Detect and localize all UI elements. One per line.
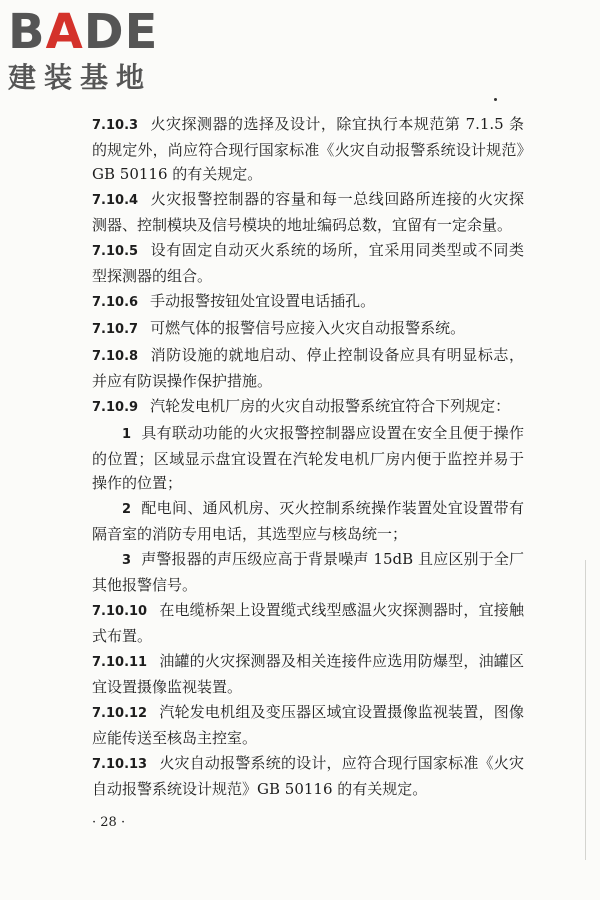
clause-7-10-3: 7.10.3 火灾探测器的选择及设计，除宜执行本规范第 7.1.5 条的规定外，尚应符合现行国家标准《火灾自动报警系统设计规范》GB 50116 的有关规定。 — [92, 115, 524, 183]
scan-edge-line — [585, 560, 586, 860]
clause-7-10-11: 7.10.11 油罐的火灾探测器及相关连接件应选用防爆型，油罐区宜设置摄像监视装置。 — [92, 652, 524, 696]
clause-7-10-9: 7.10.9 汽轮发电机厂房的火灾自动报警系统宜符合下列规定： — [92, 397, 511, 415]
subitem-2: 2 配电间、通风机房、灭火控制系统操作装置处宜设置带有隔音室的消防专用电话，其选型应与核岛统一； — [92, 499, 524, 543]
clause-7-10-8: 7.10.8 消防设施的就地启动、停止控制设备应具有明显标志，并应有防误操作保护措施。 — [92, 346, 524, 390]
logo-letter-a: A — [45, 4, 84, 60]
page-number: · 28 · — [92, 815, 126, 830]
clause-7-10-5: 7.10.5 设有固定自动灭火系统的场所，宜采用同类型或不同类型探测器的组合。 — [92, 241, 524, 285]
subitem-3: 3 声警报器的声压级应高于背景噪声 15dB 且应区别于全厂其他报警信号。 — [92, 550, 524, 594]
brand-logo — [8, 4, 178, 98]
clause-7-10-7: 7.10.7 可燃气体的报警信号应接入火灾自动报警系统。 — [92, 319, 466, 337]
logo-subtitle: 建装基地 — [8, 61, 153, 94]
document-body — [92, 112, 524, 802]
clause-7-10-10: 7.10.10 在电缆桥架上设置缆式线型感温火灾探测器时，宜接触式布置。 — [92, 601, 524, 645]
clause-7-10-13: 7.10.13 火灾自动报警系统的设计，应符合现行国家标准《火灾自动报警系统设计规范》GB 50116 的有关规定。 — [92, 754, 524, 798]
dot-mark — [494, 98, 497, 101]
logo-letter-b: B — [8, 4, 46, 60]
clause-7-10-6: 7.10.6 手动报警按钮处宜设置电话插孔。 — [92, 292, 376, 310]
logo-letters-de: DE — [83, 4, 159, 60]
subitem-1: 1 具有联动功能的火灾报警控制器应设置在安全且便于操作的位置；区域显示盘宜设置在汽轮发电机厂房内便于监控并易于操作的位置； — [92, 424, 524, 492]
clause-7-10-4: 7.10.4 火灾报警控制器的容量和每一总线回路所连接的火灾探测器、控制模块及信号模块的地址编码总数，宜留有一定余量。 — [92, 190, 524, 234]
clause-7-10-12: 7.10.12 汽轮发电机组及变压器区域宜设置摄像监视装置，图像应能传送至核岛主控室。 — [92, 703, 524, 747]
logo-wordmark — [8, 4, 159, 60]
